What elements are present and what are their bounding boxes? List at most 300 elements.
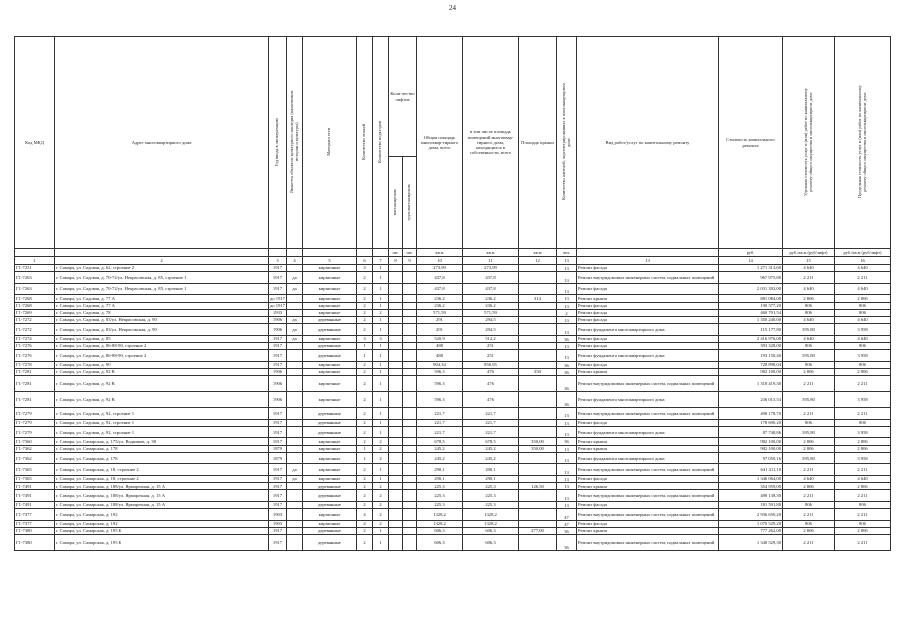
cell-incl-area: 251 <box>463 350 519 362</box>
cell-total-area: 225,3 <box>417 501 463 508</box>
cell-lifts-pass <box>389 376 403 392</box>
header-wall-cell <box>303 37 357 249</box>
cell-lifts-pass <box>389 476 403 483</box>
cell-max-cost: 806 <box>835 309 891 316</box>
cell-unit-cost: 2 211 <box>783 464 835 476</box>
cell-entrances: 1 <box>373 476 389 483</box>
column-number-cell: 4 <box>287 257 303 265</box>
cell-year: 1917 <box>269 501 287 508</box>
cell-heritage <box>287 527 303 534</box>
cell-code: Г1-7263 <box>15 283 55 295</box>
cell-roof-area <box>519 265 557 272</box>
cell-total-area: 596,3 <box>417 376 463 392</box>
header-floors-cell <box>357 37 373 249</box>
cell-total-area: 606,3 <box>417 527 463 534</box>
cell-address: г. Самара, ул. Садовая, д. 92, строение 1 <box>55 419 269 426</box>
cell-max-cost: 3 958 <box>835 324 891 336</box>
cell-incl-area: 221,7 <box>463 419 519 426</box>
cell-floors: 2 <box>357 476 373 483</box>
cell-total-area: 245,2 <box>417 452 463 464</box>
table-row <box>15 490 891 502</box>
units-row <box>15 249 891 257</box>
capital-repair-table <box>14 36 891 551</box>
cell-unit-cost: 2 806 <box>783 445 835 452</box>
cell-wall: деревянные <box>303 408 357 420</box>
cell-cost: 2 416 976,00 <box>719 335 783 342</box>
cell-address: г. Самара, ул. Садовая, д. 83/ул. Некрасовская, д. 90 <box>55 316 269 323</box>
cell-year: до 1917 <box>270 295 285 301</box>
cell-address: г. Самара, ул. Садовая, д. 92 В <box>55 368 269 375</box>
cell-roof-area <box>519 350 557 362</box>
cell-lifts-cargo <box>403 302 417 309</box>
cell-address: г. Самара, ул. Садовая, д. 70-72/ул. Некрасовская, д. 85, строение 1 <box>55 272 269 284</box>
column-number-cell: 11 <box>463 257 519 265</box>
cell-roof-area: 277,00 <box>519 527 557 534</box>
cell-lifts-cargo <box>403 324 417 336</box>
cell-lifts-cargo <box>403 464 417 476</box>
cell-year: 1917 <box>269 350 287 362</box>
table-row <box>15 342 891 349</box>
unit-cell: шт. <box>403 249 417 257</box>
cell-year: 1906 <box>269 376 287 392</box>
cell-residents: 2 <box>557 309 577 316</box>
cell-floors: 3 <box>357 335 373 342</box>
cell-lifts-cargo <box>403 426 417 438</box>
table-row <box>15 445 891 452</box>
cell-lifts-pass <box>389 368 403 375</box>
cell-incl-area: 221,7 <box>463 426 519 438</box>
cell-code: Г1-7377 <box>15 509 55 521</box>
cell-heritage: да <box>287 283 303 295</box>
cell-address: г. Самара, ул. Самарская, д. 188/ул. Ярмарочная, д. 15 А <box>55 490 269 502</box>
cell-lifts-pass <box>389 265 403 272</box>
cell-code: Г1-7360 <box>15 438 55 445</box>
cell-total-area: 221,7 <box>417 426 463 438</box>
cell-total-area: 1328,2 <box>417 520 463 527</box>
cell-works: Ремонт фасада <box>577 283 719 295</box>
cell-incl-area: 437,8 <box>463 272 519 284</box>
cell-works: Ремонт крыши <box>577 483 719 490</box>
cell-max-cost: 4 640 <box>835 283 891 295</box>
cell-lifts-pass <box>389 283 403 295</box>
cell-floors: 2 <box>357 295 373 302</box>
cell-address: г. Самара, ул. Самарская, д. 178 <box>55 445 269 452</box>
cell-wall: кирпичные <box>303 464 357 476</box>
cell-code: Г1-7268 <box>15 295 55 302</box>
cell-entrances: 1 <box>373 283 389 295</box>
cell-total-area: 221,7 <box>417 408 463 420</box>
unit-cell <box>303 249 357 257</box>
cell-lifts-cargo <box>403 490 417 502</box>
header-roof-area: Площадь крыши <box>519 37 557 249</box>
table-row <box>15 316 891 323</box>
cell-lifts-cargo <box>403 376 417 392</box>
cell-residents: 13 <box>557 426 577 438</box>
cell-floors: 4 <box>357 520 373 527</box>
cell-roof-area <box>519 272 557 284</box>
cell-cost: 777 262,00 <box>719 527 783 534</box>
table-row <box>15 520 891 527</box>
cell-residents: 13 <box>557 408 577 420</box>
cell-year: 1917 <box>269 408 287 420</box>
cell-heritage <box>287 392 303 408</box>
cell-year: 1917 <box>269 438 287 445</box>
cell-wall: деревянные <box>303 350 357 362</box>
table-row <box>15 535 891 551</box>
cell-unit-cost: 395,80 <box>783 392 835 408</box>
cell-works: Ремонт фасада <box>577 419 719 426</box>
cell-cost: 498 138,30 <box>719 490 783 502</box>
cell-unit-cost: 2 211 <box>783 509 835 521</box>
cell-address: г. Самара, ул. Самарская, д. 188/ул. Ярмарочная, д. 15 А <box>55 501 269 508</box>
cell-unit-cost: 2 806 <box>783 368 835 375</box>
cell-cost: 1 271 313,60 <box>719 265 783 272</box>
cell-code: Г1-7365 <box>15 476 55 483</box>
unit-cell: руб./кв.м (руб/лифт) <box>835 249 891 257</box>
cell-cost: 967 975,80 <box>719 272 783 284</box>
cell-cost: 87 748,86 <box>719 426 783 438</box>
cell-heritage: да <box>287 476 303 483</box>
cell-works: Ремонт фасада <box>577 265 719 272</box>
cell-incl-area: 476 <box>463 368 519 375</box>
cell-roof-area <box>519 501 557 508</box>
cell-works: Ремонт фундамента многоквартирного дома <box>577 452 719 464</box>
unit-cell: руб. <box>719 249 783 257</box>
header-entrances: Количество подъездов <box>377 120 383 163</box>
cell-works: Ремонт фундамента многоквартирного дома <box>577 324 719 336</box>
cell-year: 1917 <box>269 419 287 426</box>
cell-year: 1879 <box>269 452 287 464</box>
cell-year: 1917 <box>269 535 287 551</box>
cell-entrances: 1 <box>373 392 389 408</box>
cell-floors: 2 <box>357 376 373 392</box>
cell-wall: кирпичные <box>303 302 357 309</box>
table-row <box>15 283 891 295</box>
cell-max-cost: 2 806 <box>835 445 891 452</box>
page-number: 24 <box>449 4 456 12</box>
cell-cost: 2 936 650,20 <box>719 509 783 521</box>
cell-max-cost: 806 <box>835 361 891 368</box>
cell-residents: 13 <box>557 490 577 502</box>
cell-works: Ремонт крыши <box>577 445 719 452</box>
cell-unit-cost: 4 640 <box>783 335 835 342</box>
cell-incl-area: 476 <box>463 392 519 408</box>
cell-max-cost: 4 640 <box>835 316 891 323</box>
cell-works: Ремонт фасада <box>577 342 719 349</box>
cell-heritage: да <box>287 272 303 284</box>
cell-cost: 181 591,80 <box>719 501 783 508</box>
cell-unit-cost: 4 640 <box>783 316 835 323</box>
cell-residents: 13 <box>557 265 577 272</box>
table-row <box>15 335 891 342</box>
cell-year: 1917 <box>269 342 287 349</box>
cell-residents: 13 <box>557 476 577 483</box>
cell-floors: 2 <box>357 392 373 408</box>
cell-incl-area: 225,3 <box>463 501 519 508</box>
column-number-cell: 13 <box>557 257 577 265</box>
cell-lifts-cargo <box>403 501 417 508</box>
cell-year: 1917 <box>269 426 287 438</box>
cell-code: Г1-7278 <box>15 361 55 368</box>
cell-entrances: 2 <box>373 509 389 521</box>
table-row <box>15 452 891 464</box>
cell-residents: 36 <box>557 335 577 342</box>
cell-entrances: 2 <box>373 452 389 464</box>
unit-cell: руб./кв.м (руб/лифт) <box>783 249 835 257</box>
unit-cell <box>373 249 389 257</box>
cell-code: Г1-7362 <box>15 445 55 452</box>
cell-lifts-pass <box>389 445 403 452</box>
cell-code: Г1-7380 <box>15 527 55 534</box>
cell-lifts-cargo <box>403 445 417 452</box>
cell-incl-area: 1328,2 <box>463 509 519 521</box>
cell-max-cost: 3 958 <box>835 392 891 408</box>
cell-max-cost: 4 640 <box>835 265 891 272</box>
cell-works: Ремонт фасада <box>577 302 719 309</box>
header-heritage-cell <box>287 37 303 249</box>
cell-incl-area: 221,7 <box>463 408 519 420</box>
cell-lifts-cargo <box>403 392 417 408</box>
header-address: Адрес многоквартирного дома <box>55 37 269 249</box>
cell-incl-area: 1328,2 <box>463 520 519 527</box>
cell-code: Г1-7276 <box>15 350 55 362</box>
cell-lifts-pass <box>389 452 403 464</box>
cell-roof-area <box>519 309 557 316</box>
cell-lifts-cargo <box>403 527 417 534</box>
cell-cost: 393 328,00 <box>719 342 783 349</box>
cell-roof-area <box>519 316 557 323</box>
cell-max-cost: 4 640 <box>835 335 891 342</box>
cell-unit-cost: 4 640 <box>783 476 835 483</box>
cell-address: г. Самара, ул. Садовая, д. 70-72/ул. Некрасовская, д. 85, строение 1 <box>55 283 269 295</box>
table-row <box>15 501 891 508</box>
cell-works: Ремонт фасада <box>577 501 719 508</box>
column-number-cell: 14 <box>719 257 783 265</box>
table-row <box>15 438 891 445</box>
cell-wall: кирпичные <box>303 509 357 521</box>
cell-roof-area: 350,00 <box>519 445 557 452</box>
cell-code: Г1-7276 <box>15 342 55 349</box>
cell-max-cost: 806 <box>835 302 891 309</box>
cell-unit-cost: 2 211 <box>783 376 835 392</box>
cell-wall: деревянные <box>303 501 357 508</box>
column-number-cell: 9 <box>403 257 417 265</box>
cell-works: Ремонт фундамента многоквартирного дома <box>577 392 719 408</box>
cell-max-cost: 806 <box>835 520 891 527</box>
header-unit-cost: Удельная стоимость услуг и (или) работ по капитальному ремонту общего имущества в многоквартирном доме <box>802 87 813 196</box>
table-row <box>15 464 891 476</box>
cell-max-cost: 2 806 <box>835 438 891 445</box>
cell-residents: 13 <box>557 501 577 508</box>
cell-roof-area <box>519 419 557 426</box>
cell-wall: деревянные <box>303 419 357 426</box>
cell-wall: кирпичные <box>303 265 357 272</box>
cell-floors: 2 <box>357 368 373 375</box>
cell-unit-cost: 395,80 <box>783 324 835 336</box>
cell-year: 1917 <box>269 265 287 272</box>
cell-cost: 881 084,00 <box>719 295 783 302</box>
cell-cost: 1 346 064,00 <box>719 476 783 483</box>
cell-wall: деревянные <box>303 342 357 349</box>
cell-roof-area: 350,00 <box>519 438 557 445</box>
unit-cell: кв.м <box>519 249 557 257</box>
cell-floors: 2 <box>357 324 373 336</box>
cell-unit-cost: 2 806 <box>783 483 835 490</box>
cell-max-cost: 806 <box>835 342 891 349</box>
cell-unit-cost: 2 806 <box>783 527 835 534</box>
cell-address: г. Самара, ул. Садовая, д. 77 А <box>55 295 269 302</box>
cell-incl-area: 245,2 <box>463 445 519 452</box>
cell-lifts-pass <box>389 309 403 316</box>
cell-total-area: 290,1 <box>417 464 463 476</box>
cell-code: Г1-7269 <box>15 309 55 316</box>
cell-works: Ремонт фасада <box>577 476 719 483</box>
cell-address: г. Самара, ул. Самарская, д. 18, строение 2 <box>55 476 269 483</box>
column-number-cell: 1 <box>15 257 55 265</box>
cell-lifts-pass <box>389 342 403 349</box>
cell-address: г. Самара, ул. Садовая, д. 86-88-90, строение 2 <box>55 342 269 349</box>
cell-cost: 1 070 529,20 <box>719 520 783 527</box>
cell-incl-area: 437,8 <box>463 283 519 295</box>
cell-entrances: 1 <box>373 408 389 420</box>
cell-floors: 2 <box>357 501 373 508</box>
cell-code: Г1-7377 <box>15 520 55 527</box>
table-row <box>15 309 891 316</box>
cell-works: Ремонт фундамента многоквартирного дома <box>577 426 719 438</box>
cell-code: Г1-7362 <box>15 452 55 464</box>
cell-heritage <box>287 350 303 362</box>
cell-entrances: 2 <box>373 438 389 445</box>
cell-floors: 2 <box>357 535 373 551</box>
cell-code: Г1-7491 <box>15 483 55 490</box>
cell-year: 1917 <box>269 527 287 534</box>
cell-entrances: 1 <box>373 361 389 368</box>
cell-lifts-pass <box>389 408 403 420</box>
cell-residents: 36 <box>557 438 577 445</box>
cell-cost: 1 340 529,30 <box>719 535 783 551</box>
cell-lifts-cargo <box>403 283 417 295</box>
cell-incl-area: 571,59 <box>463 309 519 316</box>
cell-code: Г1-7491 <box>15 501 55 508</box>
cell-works: Ремонт фасада <box>577 316 719 323</box>
cell-roof-area: 314 <box>519 295 557 302</box>
cell-works: Ремонт внутридомовых инженерных систем, подвальных помещений <box>577 464 719 476</box>
cell-incl-area: 606,3 <box>463 527 519 534</box>
cell-roof-area: 350 <box>519 368 557 375</box>
header-lifts-cargo-cell <box>403 157 417 249</box>
cell-cost: 728 898,04 <box>719 361 783 368</box>
column-number-cell: 12 <box>519 257 557 265</box>
cell-max-cost: 2 806 <box>835 295 891 302</box>
cell-address: г. Самара, ул. Самарская, д. 188/ул. Ярмарочная, д. 15 А <box>55 483 269 490</box>
unit-cell <box>15 249 55 257</box>
cell-roof-area: 126,50 <box>519 483 557 490</box>
unit-cell <box>577 249 719 257</box>
header-total-area: Общая площадь многоквар-тирного дома, всего <box>417 37 463 249</box>
cell-entrances: 1 <box>373 527 389 534</box>
cell-wall: кирпичные <box>303 476 357 483</box>
column-number-cell: 6 <box>357 257 373 265</box>
cell-heritage <box>287 302 303 309</box>
cell-cost: 460 701,54 <box>719 309 783 316</box>
cell-residents: 36 <box>557 392 577 408</box>
cell-unit-cost: 2 211 <box>783 272 835 284</box>
cell-code: Г1-7380 <box>15 535 55 551</box>
cell-max-cost: 2 806 <box>835 527 891 534</box>
cell-total-area: 596,3 <box>417 392 463 408</box>
cell-total-area: 1328,2 <box>417 509 463 521</box>
cell-total-area: 291 <box>417 324 463 336</box>
cell-year: 1906 <box>269 324 287 336</box>
cell-wall: деревянные <box>303 324 357 336</box>
cell-works: Ремонт крыши <box>577 527 719 534</box>
cell-cost: 982 100,00 <box>719 368 783 375</box>
cell-heritage <box>287 483 303 490</box>
cell-address: г. Самара, ул. Садовая, д. 86-88-90, строение 2 <box>55 350 269 362</box>
cell-heritage <box>287 408 303 420</box>
column-number-cell: 7 <box>373 257 389 265</box>
cell-floors: 2 <box>357 272 373 284</box>
cell-entrances: 3 <box>373 335 389 342</box>
cell-wall: кирпичные <box>303 309 357 316</box>
cell-lifts-pass <box>389 302 403 309</box>
cell-lifts-pass <box>389 509 403 521</box>
cell-year: 1933 <box>269 309 287 316</box>
unit-cell <box>269 249 287 257</box>
cell-incl-area: 294,5 <box>463 316 519 323</box>
cell-lifts-cargo <box>403 483 417 490</box>
cell-address: г. Самара, ул. Садовая, д. 83/ул. Некрасовская, д. 90 <box>55 324 269 336</box>
cell-year: 1903 <box>269 509 287 521</box>
header-residents-cell <box>557 37 577 249</box>
cell-total-area: 437,8 <box>417 272 463 284</box>
cell-address: г. Самара, ул. Садовая, д. 90 <box>55 361 269 368</box>
cell-lifts-pass <box>389 272 403 284</box>
header-cost: Стоимость капитального ремонта <box>719 37 783 249</box>
cell-wall: кирпичные <box>303 445 357 452</box>
cell-address: г. Самара, ул. Садовая, д. 62, строение 2 <box>55 265 269 272</box>
table-row <box>15 392 891 408</box>
cell-floors: 2 <box>357 426 373 438</box>
cell-address: г. Самара, ул. Садовая, д. 78 <box>55 309 269 316</box>
cell-cost: 1 350 240,00 <box>719 316 783 323</box>
cell-floors: 1 <box>357 350 373 362</box>
cell-heritage <box>287 452 303 464</box>
cell-year: 1879 <box>269 445 287 452</box>
cell-entrances: 1 <box>373 368 389 375</box>
cell-total-area: 437,8 <box>417 283 463 295</box>
cell-works: Ремонт фундамента многоквартирного дома <box>577 350 719 362</box>
cell-residents: 13 <box>557 419 577 426</box>
cell-residents: 13 <box>557 295 577 302</box>
cell-floors: 2 <box>357 490 373 502</box>
cell-code: Г1-7263 <box>15 272 55 284</box>
cell-year: 1906 <box>269 392 287 408</box>
cell-address: г. Самара, ул. Садовая, д. 92 В <box>55 376 269 392</box>
cell-floors: 2 <box>357 408 373 420</box>
cell-code: Г1-7281 <box>15 368 55 375</box>
cell-total-area: 236,2 <box>417 295 463 302</box>
column-numbers-row <box>15 257 891 265</box>
cell-residents: 13 <box>557 445 577 452</box>
cell-heritage: да <box>287 324 303 336</box>
cell-unit-cost: 2 211 <box>783 490 835 502</box>
cell-unit-cost: 395,80 <box>783 452 835 464</box>
cell-residents: 36 <box>557 376 577 392</box>
cell-address: г. Самара, ул. Садовая, д. 92 В <box>55 392 269 408</box>
cell-heritage <box>287 309 303 316</box>
cell-total-area: 273,99 <box>417 265 463 272</box>
